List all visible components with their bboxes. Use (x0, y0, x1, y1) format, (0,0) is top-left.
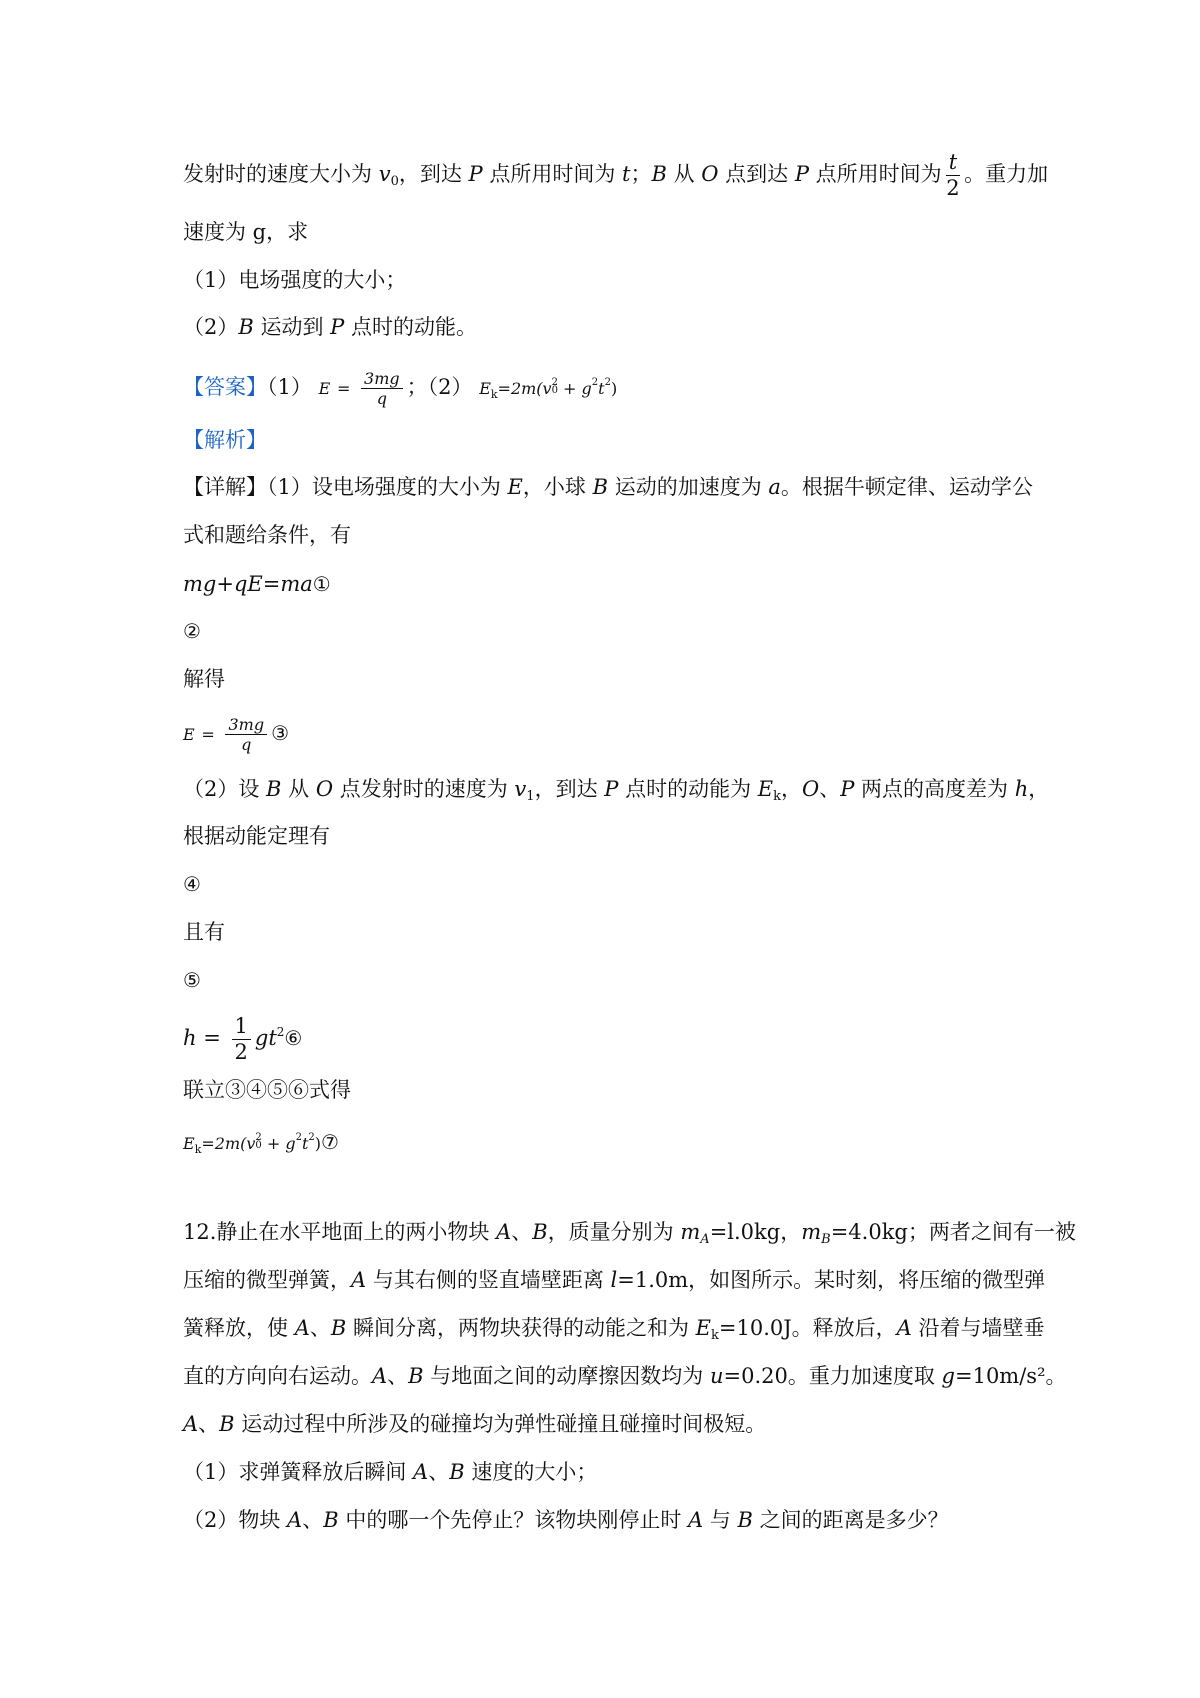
text: =10.0J。释放后， (718, 1316, 897, 1340)
text: ，到达 (534, 777, 605, 801)
var-u: u (709, 1364, 724, 1388)
var-O: O (701, 162, 719, 187)
equation-number: ⑦ (321, 1130, 339, 1154)
subscript: k (773, 789, 781, 804)
text: 。根据牛顿定律、运动学公 (780, 475, 1033, 499)
var-E: E (183, 725, 195, 745)
text: =0.20。重力加速度取 (723, 1364, 942, 1388)
var-A: A (183, 1412, 199, 1436)
text: 点时的动能为 (618, 777, 758, 801)
subscript: k (711, 1328, 719, 1343)
q12-line-2 (183, 1266, 1045, 1294)
sub-question-1: （1）电场强度的大小； (183, 268, 407, 292)
fraction-denominator: q (376, 389, 387, 409)
fraction-denominator: 2 (234, 1040, 248, 1065)
math-expr: + g (557, 379, 592, 399)
text: ； (630, 162, 652, 187)
text: 点所用时间为 (482, 162, 623, 187)
var-t: t (622, 162, 631, 187)
text: （2）设 (183, 777, 267, 801)
var-v: v (514, 777, 527, 801)
equation-4-number: ④ (183, 872, 201, 896)
text: ， (781, 777, 802, 801)
subscript: B (821, 1232, 831, 1247)
text: 压缩的微型弹簧， (183, 1268, 351, 1292)
math-expr: mg+qE=ma (183, 572, 313, 596)
var-P: P (794, 162, 809, 187)
text: 之间的距离是多少？ (752, 1508, 949, 1532)
math-expr: ) (314, 1134, 322, 1153)
var-A: A (287, 1508, 303, 1532)
and-have-text: 且有 (183, 920, 225, 944)
var-P: P (468, 162, 483, 187)
text: 与其右侧的竖直墙壁距离 (366, 1268, 611, 1292)
equals-sign: = (203, 1026, 221, 1051)
superscript: 2 (255, 1132, 262, 1143)
text: ，到达 (398, 162, 469, 187)
equation-5-number: ⑤ (183, 968, 201, 992)
problem-text-line-2: 速度为 g，求 (183, 220, 309, 244)
text: 与 (703, 1508, 738, 1532)
fraction-3mg-over-q (361, 369, 403, 408)
var-B: B (737, 1508, 753, 1532)
equation-1 (183, 570, 331, 598)
superscript: 2 (551, 377, 558, 389)
text: =l.0kg， (709, 1220, 802, 1244)
superscript: 2 (591, 377, 599, 389)
var-B: B (238, 315, 254, 339)
text: 簧释放，使 (183, 1316, 295, 1340)
var-B: B (532, 1220, 548, 1244)
text: 运动过程中所涉及的碰撞均为弹性碰撞且碰撞时间极短。 (234, 1412, 767, 1436)
text: 中的哪一个先停止？该物块刚停止时 (338, 1508, 689, 1532)
text: 瞬间分离，两物块获得的动能之和为 (346, 1316, 696, 1340)
superscript: 2 (276, 1025, 285, 1040)
q12-sub-question-1 (183, 1458, 597, 1486)
text: （2）物块 (183, 1508, 288, 1532)
equals-sign: = (201, 725, 215, 745)
analysis-label: 【解析】 (183, 428, 267, 452)
subscript: 0 (390, 174, 399, 190)
math-expr: t (598, 379, 605, 399)
text: 速度的大小； (464, 1460, 598, 1484)
var-h: h (183, 1026, 197, 1051)
text: 点发射时的速度为 (333, 777, 515, 801)
var-E: E (183, 1134, 195, 1153)
fraction-numerator: 1 (232, 1014, 251, 1040)
var-v: v (378, 162, 391, 187)
equation-3 (183, 715, 289, 754)
text: 从 (281, 777, 316, 801)
q12-sub-question-2 (183, 1506, 949, 1534)
answer-line (183, 369, 617, 409)
text: 与地面之间的动摩擦因数均为 (423, 1364, 710, 1388)
subscript: k (490, 388, 498, 402)
var-B: B (651, 162, 667, 187)
subscript: 0 (255, 1140, 262, 1151)
fraction-numerator: t (946, 150, 960, 176)
solve-text: 解得 (183, 667, 225, 691)
var-h: h (1014, 777, 1029, 801)
text: ， (1028, 777, 1050, 801)
var-E: E (507, 475, 523, 499)
fraction-3mg-over-q (225, 715, 267, 754)
var-B: B (330, 1316, 347, 1340)
text: 运动的加速度为 (608, 475, 769, 499)
text: 、 (428, 1460, 450, 1484)
text: （1） (267, 375, 312, 400)
text: ，小球 (522, 475, 593, 499)
detail-line-1 (183, 473, 1033, 501)
var-P: P (604, 777, 619, 801)
equation-number: ① (312, 572, 331, 596)
text: 点所用时间为 (809, 162, 942, 187)
text: （2） (183, 315, 239, 339)
sub-question-2 (183, 313, 477, 341)
math-expr: =2m(v (497, 379, 552, 399)
text: 、 (198, 1412, 220, 1436)
text: ；（2） (406, 375, 473, 400)
var-m: m (680, 1220, 701, 1244)
text: （1）求弹簧释放后瞬间 (183, 1460, 414, 1484)
math-expr: gt (254, 1026, 277, 1051)
var-E: E (318, 379, 331, 399)
subscript: A (700, 1232, 710, 1247)
part2-line-1 (183, 775, 1049, 811)
var-O: O (315, 777, 334, 801)
superscript: 2 (604, 377, 611, 389)
var-E: E (479, 379, 491, 399)
var-B: B (323, 1508, 339, 1532)
var-E: E (757, 777, 774, 801)
var-g: g (941, 1364, 955, 1388)
superscript: 2 (295, 1132, 302, 1143)
var-B: B (408, 1364, 424, 1388)
var-A: A (496, 1220, 512, 1244)
q12-line-5 (183, 1410, 766, 1438)
part2-line-2: 根据动能定理有 (183, 824, 330, 848)
fraction-numerator: 3mg (225, 715, 267, 735)
equation-number: ⑥ (284, 1026, 303, 1051)
text: 、 (819, 777, 841, 801)
text: =4.0kg；两者之间有一被 (830, 1220, 1076, 1244)
problem-text-line-1 (183, 150, 1048, 201)
var-P: P (330, 315, 345, 339)
subscript: 1 (526, 789, 535, 804)
var-A: A (372, 1364, 388, 1388)
math-expr: =2m(v (201, 1134, 256, 1153)
text: 点到达 (718, 162, 795, 187)
equation-6 (183, 1014, 302, 1065)
var-A: A (351, 1268, 367, 1292)
text: 12.静止在水平地面上的两小物块 (183, 1220, 497, 1244)
var-E: E (695, 1316, 711, 1340)
text: 、 (309, 1316, 331, 1340)
text: 【详解】（1）设电场强度的大小为 (183, 475, 508, 499)
fraction-numerator: 3mg (361, 369, 403, 389)
superscript: 2 (308, 1132, 315, 1143)
text: =1.0m，如图所示。某时刻，将压缩的微型弹 (617, 1268, 1046, 1292)
subscript: 0 (551, 385, 558, 397)
text: 直的方向向右运动。 (183, 1364, 372, 1388)
var-m: m (801, 1220, 822, 1244)
text: 、 (302, 1508, 324, 1532)
subscript: k (194, 1143, 202, 1156)
fraction-1-over-2 (232, 1014, 251, 1065)
var-O: O (802, 777, 820, 801)
math-expr: t (301, 1134, 309, 1153)
q12-line-4 (183, 1362, 1067, 1390)
text: 发射时的速度大小为 (183, 162, 379, 187)
var-a: a (768, 475, 781, 499)
equation-number: ③ (271, 721, 289, 746)
text: 、 (387, 1364, 409, 1388)
math-expr: ) (610, 379, 618, 399)
text: 从 (666, 162, 702, 187)
math-expr: + g (261, 1134, 296, 1153)
q12-line-3 (183, 1314, 1045, 1350)
var-B: B (219, 1412, 235, 1436)
text: 两点的高度差为 (854, 777, 1015, 801)
fraction-denominator: 2 (946, 176, 960, 201)
var-A: A (896, 1316, 912, 1340)
var-B: B (592, 475, 609, 499)
var-A: A (294, 1316, 310, 1340)
text: ，质量分别为 (547, 1220, 681, 1244)
var-A: A (413, 1460, 429, 1484)
combine-text: 联立③④⑤⑥式得 (183, 1078, 351, 1102)
var-l: l (610, 1268, 618, 1292)
equals-sign: = (336, 379, 351, 399)
var-P: P (840, 777, 855, 801)
text: 、 (511, 1220, 533, 1244)
text: 。重力加 (964, 162, 1049, 187)
detail-line-2: 式和题给条件，有 (183, 523, 351, 547)
var-B: B (449, 1460, 465, 1484)
var-A: A (688, 1508, 704, 1532)
text: 运动到 (253, 315, 331, 339)
fraction-t-over-2 (946, 150, 960, 201)
answer-label: 【答案】 (183, 375, 267, 400)
equation-7 (183, 1124, 339, 1164)
fraction-denominator: q (241, 735, 252, 755)
q12-line-1 (183, 1218, 1076, 1254)
var-B: B (266, 777, 282, 801)
text: 点时的动能。 (344, 315, 477, 339)
equation-2-number: ② (183, 619, 201, 643)
text: =10m/s²。 (954, 1364, 1067, 1388)
text: 沿着与墙壁垂 (911, 1316, 1045, 1340)
